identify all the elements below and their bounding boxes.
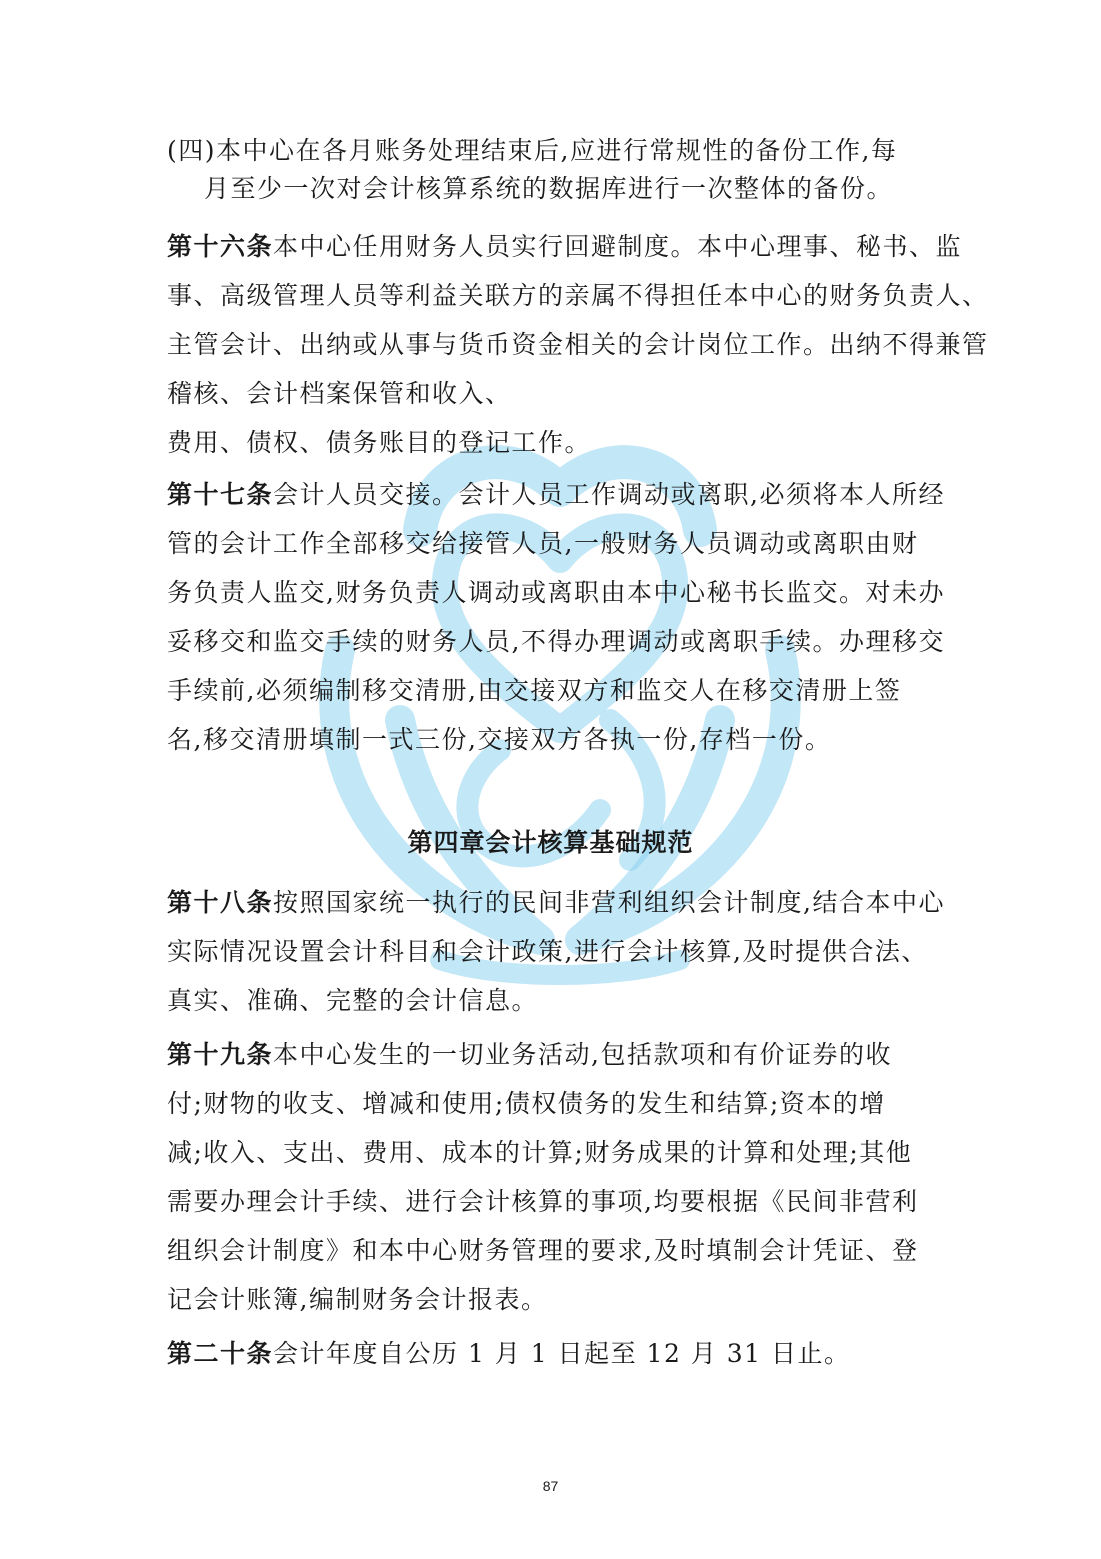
article-16-line-5: 费用、债权、债务账目的登记工作。 [167,428,592,457]
article-19-line-6: 记会计账簿,编制财务会计报表。 [167,1285,548,1314]
article-16-line-4: 稽核、会计档案保管和收入、 [167,379,512,408]
page-number: 87 [542,1478,559,1494]
paragraph-4-line-1: (四)本中心在各月账务处理结束后,应进行常规性的备份工作,每 [167,136,898,165]
article-19-line-3: 减;收入、支出、费用、成本的计算;财务成果的计算和处理;其他 [167,1138,913,1167]
article-16-title: 第十六条 [167,232,274,261]
article-20-line-1 [167,1339,851,1369]
article-17-line-1 [167,480,945,510]
article-16-text-1: 本中心任用财务人员实行回避制度。本中心理事、秘书、监 [273,232,963,261]
article-17-text-1: 会计人员交接。会计人员工作调动或离职,必须将本人所经 [273,480,945,509]
article-17-line-3: 务负责人监交,财务负责人调动或离职由本中心秘书长监交。对未办 [167,578,945,607]
article-19-title: 第十九条 [167,1040,274,1069]
article-20-text-1: 会计年度自公历 1 月 1 日起至 12 月 31 日止。 [273,1339,851,1368]
article-16-line-3: 主管会计、出纳或从事与货币资金相关的会计岗位工作。出纳不得兼管 [167,330,989,359]
article-18-line-1 [167,888,945,918]
article-20-title: 第二十条 [167,1339,274,1368]
article-19-text-1: 本中心发生的一切业务活动,包括款项和有价证券的收 [273,1040,892,1069]
article-19-line-5: 组织会计制度》和本中心财务管理的要求,及时填制会计凭证、登 [167,1236,919,1265]
article-18-text-1: 按照国家统一执行的民间非营利组织会计制度,结合本中心 [273,888,945,917]
article-18-line-2: 实际情况设置会计科目和会计政策,进行会计核算,及时提供合法、 [167,937,928,966]
article-17-line-4: 妥移交和监交手续的财务人员,不得办理调动或离职手续。办理移交 [167,627,945,656]
article-17-line-5: 手续前,必须编制移交清册,由交接双方和监交人在移交清册上签 [167,676,902,705]
article-17-line-2: 管的会计工作全部移交给接管人员,一般财务人员调动或离职由财 [167,529,919,558]
paragraph-4-line-2: 月至少一次对会计核算系统的数据库进行一次整体的备份。 [204,174,894,203]
article-17-line-6: 名,移交清册填制一式三份,交接双方各执一份,存档一份。 [167,725,832,754]
article-18-title: 第十八条 [167,888,274,917]
article-19-line-2: 付;财物的收支、增减和使用;债权债务的发生和结算;资本的增 [167,1089,886,1118]
article-18-line-3: 真实、准确、完整的会计信息。 [167,986,539,1015]
chapter-4-heading: 第四章会计核算基础规范 [407,828,694,857]
article-16-line-2: 事、高级管理人员等利益关联方的亲属不得担任本中心的财务负责人、 [167,281,989,310]
article-19-line-4: 需要办理会计手续、进行会计核算的事项,均要根据《民间非营利 [167,1187,919,1216]
article-17-title: 第十七条 [167,480,274,509]
article-19-line-1 [167,1040,892,1070]
article-16-line-1 [167,232,962,262]
